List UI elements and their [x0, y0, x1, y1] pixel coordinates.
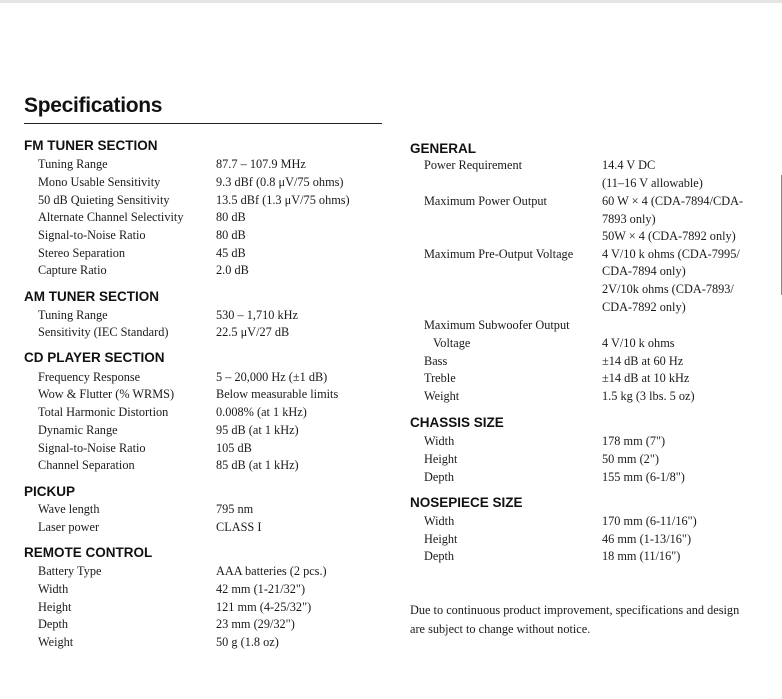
spec-value: 80 dB — [216, 210, 246, 224]
spec-label: Depth — [424, 470, 455, 484]
spec-value: 14.4 V DC — [602, 158, 656, 172]
spec-value: 4 V/10 k ohms — [602, 336, 675, 350]
spec-label: Maximum Power Output — [424, 194, 547, 208]
spec-value: 9.3 dBf (0.8 μV/75 ohms) — [216, 175, 344, 189]
spec-value: CLASS I — [216, 520, 262, 534]
spec-label: Laser power — [38, 520, 100, 534]
spec-label: Height — [424, 532, 458, 546]
section-heading-chassis-size: CHASSIS SIZE — [410, 415, 504, 430]
spec-value: 105 dB — [216, 441, 252, 455]
spec-label: Depth — [424, 549, 455, 563]
spec-value: 50W × 4 (CDA-7892 only) — [602, 229, 736, 243]
spec-value: CDA-7892 only) — [602, 300, 686, 314]
spec-label: Maximum Subwoofer Output — [424, 318, 570, 332]
spec-label: Stereo Separation — [38, 246, 126, 260]
spec-label: Sensitivity (IEC Standard) — [38, 325, 169, 339]
spec-label: Tuning Range — [38, 308, 108, 322]
spec-value: 23 mm (29/32") — [216, 617, 295, 631]
spec-label: Tuning Range — [38, 157, 108, 171]
spec-value: 2.0 dB — [216, 263, 249, 277]
spec-label: Height — [38, 600, 72, 614]
spec-label: Alternate Channel Selectivity — [38, 210, 184, 224]
disclaimer-note — [410, 601, 739, 639]
section-heading-nosepiece-size: NOSEPIECE SIZE — [410, 495, 523, 510]
spec-label: Height — [424, 452, 458, 466]
title-underline — [24, 123, 382, 124]
spec-label: Battery Type — [38, 564, 102, 578]
spec-label: Wave length — [38, 502, 100, 516]
spec-value: CDA-7894 only) — [602, 264, 686, 278]
spec-value: 80 dB — [216, 228, 246, 242]
spec-value: 50 g (1.8 oz) — [216, 635, 279, 649]
spec-value: 121 mm (4-25/32") — [216, 600, 312, 614]
spec-value: 87.7 – 107.9 MHz — [216, 157, 306, 171]
note-line: are subject to change without notice. — [410, 622, 591, 636]
spec-value: 530 – 1,710 kHz — [216, 308, 298, 322]
spec-label: Wow & Flutter (% WRMS) — [38, 387, 175, 401]
spec-value: 50 mm (2") — [602, 452, 659, 466]
spec-value: 46 mm (1-13/16") — [602, 532, 692, 546]
section-heading-cd-player: CD PLAYER SECTION — [24, 350, 165, 365]
spec-value: 170 mm (6-11/16") — [602, 514, 697, 528]
spec-label: Frequency Response — [38, 370, 141, 384]
section-heading-fm-tuner: FM TUNER SECTION — [24, 138, 158, 153]
spec-label: Dynamic Range — [38, 423, 118, 437]
section-heading-pickup: PICKUP — [24, 484, 76, 499]
top-divider — [0, 0, 782, 3]
spec-label: Power Requirement — [424, 158, 523, 172]
spec-label: 50 dB Quieting Sensitivity — [38, 193, 170, 207]
spec-label: Capture Ratio — [38, 263, 107, 277]
spec-label: Bass — [424, 354, 448, 368]
spec-label: Maximum Pre-Output Voltage — [424, 247, 574, 261]
spec-label: Channel Separation — [38, 458, 135, 472]
spec-value: 60 W × 4 (CDA-7894/CDA- — [602, 194, 744, 208]
spec-label: Width — [424, 434, 455, 448]
section-heading-remote-control: REMOTE CONTROL — [24, 545, 153, 560]
spec-value: 178 mm (7") — [602, 434, 666, 448]
spec-value: Below measurable limits — [216, 387, 339, 401]
spec-label: Treble — [424, 371, 456, 385]
spec-label: Width — [424, 514, 455, 528]
spec-value: 13.5 dBf (1.3 μV/75 ohms) — [216, 193, 350, 207]
spec-value: ±14 dB at 60 Hz — [602, 354, 684, 368]
spec-value: 2V/10k ohms (CDA-7893/ — [602, 282, 734, 296]
spec-value: 95 dB (at 1 kHz) — [216, 423, 299, 437]
spec-label: Width — [38, 582, 69, 596]
spec-value: 0.008% (at 1 kHz) — [216, 405, 307, 419]
spec-value: ±14 dB at 10 kHz — [602, 371, 690, 385]
spec-value: 1.5 kg (3 lbs. 5 oz) — [602, 389, 695, 403]
spec-value: 22.5 μV/27 dB — [216, 325, 290, 339]
spec-value: 42 mm (1-21/32") — [216, 582, 306, 596]
spec-value: 155 mm (6-1/8") — [602, 470, 685, 484]
spec-label: Weight — [38, 635, 74, 649]
section-heading-general: GENERAL — [410, 141, 477, 156]
spec-value: (11–16 V allowable) — [602, 176, 703, 190]
spec-value: AAA batteries (2 pcs.) — [216, 564, 327, 578]
spec-value: 4 V/10 k ohms (CDA-7995/ — [602, 247, 740, 261]
spec-value: 5 – 20,000 Hz (±1 dB) — [216, 370, 328, 384]
page-title: Specifications — [24, 94, 163, 117]
spec-label: Mono Usable Sensitivity — [38, 175, 161, 189]
spec-label: Depth — [38, 617, 69, 631]
spec-label: Signal-to-Noise Ratio — [38, 228, 146, 242]
spec-value: 795 nm — [216, 502, 254, 516]
spec-value: 45 dB — [216, 246, 246, 260]
spec-label: Voltage — [433, 336, 471, 350]
spec-value: 18 mm (11/16") — [602, 549, 681, 563]
spec-value: 85 dB (at 1 kHz) — [216, 458, 299, 472]
section-heading-am-tuner: AM TUNER SECTION — [24, 289, 159, 304]
spec-label: Total Harmonic Distortion — [38, 405, 169, 419]
note-line: Due to continuous product improvement, specifications and design — [410, 603, 740, 617]
spec-value: 7893 only) — [602, 212, 656, 226]
spec-label: Weight — [424, 389, 460, 403]
spec-label: Signal-to-Noise Ratio — [38, 441, 146, 455]
